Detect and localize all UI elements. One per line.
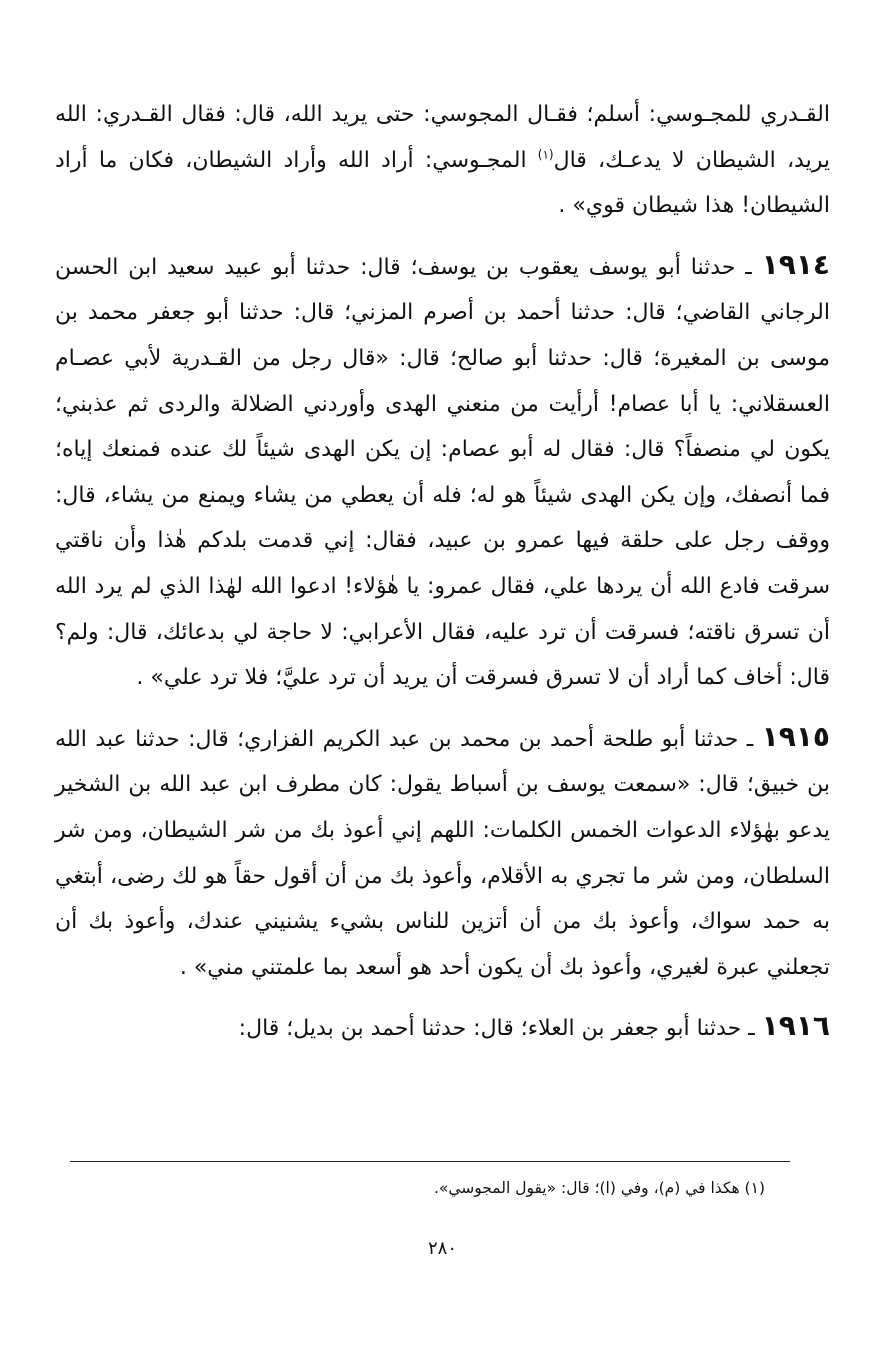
hadith-number: ١٩١٥ — [761, 719, 830, 753]
page-body — [55, 92, 830, 1065]
hadith-1916 — [55, 1003, 830, 1052]
hadith-number: ١٩١٤ — [761, 247, 830, 281]
footnote-divider — [70, 1161, 790, 1162]
hadith-1915 — [55, 714, 830, 991]
hadith-number: ١٩١٦ — [761, 1009, 830, 1043]
footnote-reference[interactable]: (١) — [537, 147, 554, 162]
hadith-1914 — [55, 242, 830, 701]
hadith-text: ـ حدثنا أبو طلحة أحمد بن محمد بن عبد الكريم الفزاري؛ قال: حدثنا عبد الله بن خبيق؛ قال: «سمعت يوسف بن أسباط يقول: كان مطرف ابن عبد الله بن الشخير يدعو بهٰؤلاء الدعوات الخمس الكلمات: اللهم إني أعوذ بك من شر الشيطان، ومن شر السلطان، ومن شر ما تجري به الأقلام، وأعوذ بك من أن أقول حقاً هو لك رضى، أبتغي به حمد سواك، وأعوذ بك من أن أتزين للناس بشيء يشنيني عندك، وأعوذ بك أن تجعلني عبرة لغيري، وأعوذ بك أن يكون أحد هو أسعد بما علمتني مني» . — [55, 726, 830, 980]
paragraph-text-after: المجـوسي: أراد الله وأراد الشيطان، فكان ما أراد الشيطان! هذا شيطان قوي» . — [55, 147, 830, 219]
paragraph-continuation — [55, 92, 830, 229]
hadith-text: ـ حدثنا أبو يوسف يعقوب بن يوسف؛ قال: حدثنا أبو عبيد سعيد ابن الحسن الرجاني القاضي؛ قال: حدثنا أحمد بن أصرم المزني؛ قال: حدثنا أبو جعفر محمد بن موسى بن المغيرة؛ قال: حدثنا أبو صالح؛ قال: «قال رجل من القـدرية لأبي عصـام العسقلاني: يا أبا عصام! أرأيت من منعني الهدى وأوردني الضلالة والردى ثم عذبني؛ يكون لي منصفاً؟ قال: فقال له أبو عصام: إن يكن الهدى شيئاً لك عنده فمنعك إياه؛ فما أنصفك، وإن يكن الهدى شيئاً هو له؛ فله أن يعطي من يشاء ويمنع من يشاء، قال: ووقف رجل على حلقة فيها عمرو بن عبيد، فقال: إني قدمت بلدكم هٰذا وأن ناقتي سرقت فادع الله أن يردها علي، فقال عمرو: يا هٰؤلاء! ادعوا الله لهٰذا الذي لم يرد الله أن تسرق ناقته؛ فسرقت أن ترد عليه، فقال الأعرابي: لا حاجة لي بدعائك، قال: ولم؟ قال: أخاف كما أراد أن لا تسرق فسرقت أن يريد أن ترد عليَّ؛ فلا ترد علي» . — [55, 254, 830, 691]
footnote: (١) هكذا في (م)، وفي (ا)؛ قال: «يقول المجوسي». — [433, 1179, 765, 1197]
paragraph-text: القـدري للمجـوسي: أسلم؛ فقـال المجوسي: حتى يريد الله، قال: فقال القـدري: الله يريد، الشيطان لا يدعـك، قال — [55, 102, 830, 173]
page-number: ٢٨٠ — [427, 1238, 457, 1259]
hadith-text: ـ حدثنا أبو جعفر بن العلاء؛ قال: حدثنا أحمد بن بديل؛ قال: — [238, 1016, 762, 1042]
